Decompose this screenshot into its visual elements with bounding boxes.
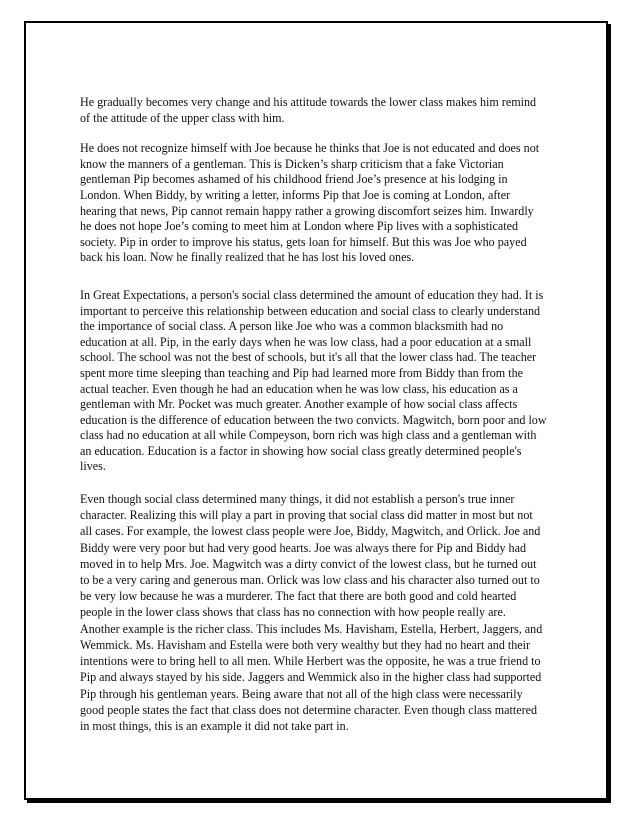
paragraph-line: in most things, this is an example it did not take part in. <box>80 718 349 733</box>
paragraph-line: education at all. Pip, in the early days when he was low class, had a poor education at a small <box>80 334 532 349</box>
paragraph-line: be very low because he was a murderer. The fact that there are both good and cold hearted <box>80 589 517 604</box>
paragraph-line: good people states the fact that class does not determine character. Even though class mattered <box>80 702 538 717</box>
paragraph-line: school. The school was not the best of schools, but it's all that the lower class had. The teacher <box>80 350 537 365</box>
paragraph-line: intentions were to bring hell to all men. While Herbert was the opposite, he was a true friend to <box>80 654 541 669</box>
paragraph-line: back his loan. Now he finally realized that he has lost his loved ones. <box>80 250 415 265</box>
paragraph-line: important to perceive this relationship between education and social class to clearly understand <box>80 303 541 318</box>
paragraph-line: Another example is the richer class. This includes Ms. Havisham, Estella, Herbert, Jaggers, and <box>80 621 543 636</box>
paragraph-line: an education. Education is a factor in showing how social class greatly determined people's <box>80 443 522 458</box>
paragraph-line: education is the difference of education between the two convicts. Magwitch, born poor and low <box>80 412 547 427</box>
paragraph-line: spent more time sleeping than teaching and Pip had learned more from Biddy than from the <box>80 365 523 380</box>
paragraph-line: to be a very caring and generous man. Orlick was low class and his character also turned out to <box>80 573 540 588</box>
paragraph-2 <box>80 141 570 266</box>
paragraph-line: class had no education at all while Compeyson, born rich was high class and a gentleman with <box>80 428 537 443</box>
paragraph-line: In Great Expectations, a person's social class determined the amount of education they had. It is <box>80 287 544 302</box>
paragraph-line: character. Realizing this will play a part in proving that social class did matter in most but not <box>80 508 533 523</box>
paragraph-line: moved in to help Mrs. Joe. Magwitch was a dirty convict of the lowest class, but he turned out <box>80 556 537 571</box>
paragraph-line: Pip and always stayed by his side. Jaggers and Wemmick also in the higher class had supported <box>80 670 542 685</box>
paragraph-line: the importance of social class. A person like Joe who was a common blacksmith had no <box>80 319 504 334</box>
paragraph-line: Even though social class determined many things, it did not establish a person's true inner <box>80 492 515 507</box>
paragraph-4 <box>80 491 570 734</box>
paragraph-line: Pip through his gentleman years. Being aware that not all of the high class were necessarily <box>80 686 523 701</box>
paragraph-line: all cases. For example, the lowest class people were Joe, Biddy, Magwitch, and Orlick. Joe and <box>80 524 541 539</box>
paragraph-line: He does not recognize himself with Joe because he thinks that Joe is not educated and does not <box>80 141 540 156</box>
paragraph-line: actual teacher. Even though he had an education when he was low class, his education as a <box>80 381 518 396</box>
paragraph-line: know the manners of a gentleman. This is Dicken’s sharp criticism that a fake Victorian <box>80 156 504 171</box>
paragraph-3 <box>80 288 570 475</box>
paragraph-line: He gradually becomes very change and his attitude towards the lower class makes him remind <box>80 95 537 109</box>
paragraph-line: he does not hope Joe’s coming to meet him at London where Pip lives with a sophisticated <box>80 219 518 234</box>
paragraph-line: hearing that news, Pip cannot remain happy rather a growing discomfort seizes him. Inwardly <box>80 203 534 218</box>
paragraph-line: people in the lower class shows that class has no connection with how people really are. <box>80 605 506 620</box>
paragraph-line: lives. <box>80 459 106 474</box>
paragraph-1 <box>80 95 570 126</box>
paragraph-line: society. Pip in order to improve his status, gets loan for himself. But this was Joe who payed <box>80 234 527 249</box>
paragraph-line: of the attitude of the upper class with him. <box>80 110 285 125</box>
document-body <box>80 95 570 734</box>
paragraph-line: London. When Biddy, by writing a letter, informs Pip that Joe is coming at London, after <box>80 187 511 202</box>
paragraph-line: gentleman Pip becomes ashamed of his childhood friend Joe’s presence at his lodging in <box>80 172 508 187</box>
paragraph-line: Wemmick. Ms. Havisham and Estella were both very wealthy but they had no heart and their <box>80 637 531 652</box>
paragraph-line: Biddy were very poor but had very good hearts. Joe was always there for Pip and Biddy had <box>80 540 527 555</box>
paragraph-line: gentleman with Mr. Pocket was much greater. Another example of how social class affects <box>80 397 518 412</box>
